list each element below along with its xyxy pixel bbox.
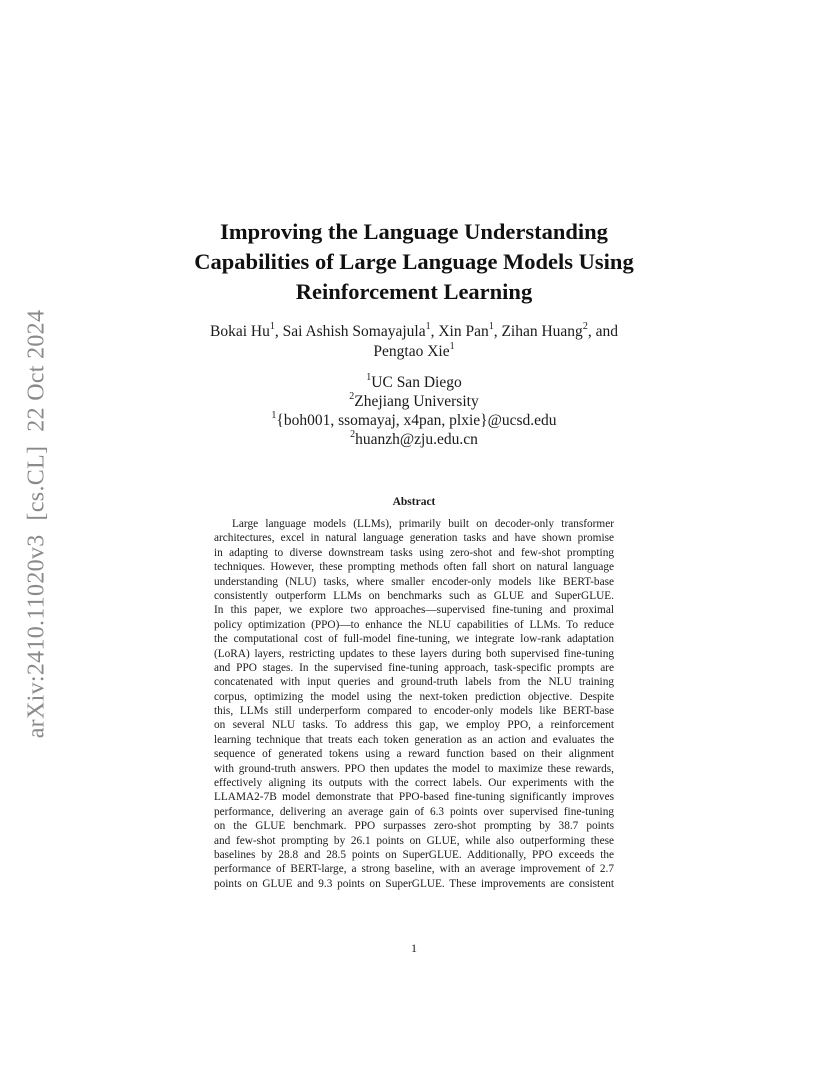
abstract-line: sequence of generated tokens using a reward function based on their alignment [214,748,614,761]
abstract-line: and PPO stages. In the supervised fine-tuning approach, task-specific prompts are [214,661,614,674]
arxiv-date: 22 Oct 2024 [23,309,50,432]
abstract-line: and few-shot prompting by 26.1 points on GLUE, while also outperforming these [214,834,614,847]
abstract-heading: Abstract [392,496,436,508]
affiliation-mark: 1 [269,320,275,332]
abstract-line: this, LLMs still underperform compared to encoder-only models like BERT-base [214,705,614,718]
affiliation-line [0,411,828,430]
author-separator: , [274,323,283,340]
affiliation-mark: 1 [425,320,431,332]
abstract-line: policy optimization (PPO)—to enhance the NLU capabilities of LLMs. To reduce [214,618,614,631]
abstract-line: in adapting to diverse downstream tasks using zero-shot and few-shot prompting [214,546,614,559]
affiliation-block [0,373,828,449]
title-line: Reinforcement Learning [295,279,533,304]
abstract-line: on the GLUE benchmark. PPO surpasses zero-shot prompting by 38.7 points [214,820,614,833]
abstract-line: Large language models (LLMs), primarily built on decoder-only transformer [232,518,614,530]
author-name: Xin Pan [438,323,489,340]
abstract-line: performance of BERT-large, a strong baseline, with an average improvement of 2.7 [214,863,614,876]
author-name: Zihan Huang [501,323,583,340]
affiliation-line [0,430,828,449]
affiliation-mark: 1 [488,320,494,332]
abstract-line: (LoRA) layers, restricting updates to these layers during both supervised fine-tuning [214,647,614,660]
affiliation-text: UC San Diego [371,374,462,391]
author-separator: , and [587,323,618,340]
abstract-line: the computational cost of full-model fine-tuning, we integrate low-rank adaptation [214,633,614,646]
affiliation-text: Zhejiang University [354,393,479,410]
affiliation-mark: 2 [582,320,588,332]
email-text: {boh001, ssomayaj, x4pan, plxie}@ucsd.edu [276,412,557,429]
abstract-line: learning technique that treats each token generation as an action and evaluates the [214,733,614,746]
abstract-line: consistently outperform LLMs on benchmarks such as GLUE and SuperGLUE. [214,589,614,602]
page-number: 1 [411,941,417,955]
author-name: Pengtao Xie [373,343,450,360]
abstract-line: LLAMA2-7B model demonstrate that PPO-based fine-tuning significantly improves [214,791,614,804]
affiliation-mark: 2 [349,390,355,402]
arxiv-id-text: arXiv:2410.11020v3 [23,534,50,739]
abstract-line: with ground-truth answers. PPO then updates the model to maximize these rewards, [214,762,614,775]
abstract-line: In this paper, we explore two approaches—supervised fine-tuning and proximal [214,604,614,617]
paper-title [0,217,828,307]
abstract-line: techniques. However, these prompting methods often fall short on natural language [214,561,614,574]
abstract-line: concatenated with input queries and ground-truth labels from the NLU training [214,676,614,689]
author-list [0,322,828,362]
abstract-line: points on GLUE and 9.3 points on SuperGLUE. These improvements are consistent [214,877,614,890]
email-text: huanzh@zju.edu.cn [355,431,478,448]
abstract-line: effectively aligning its outputs with the correct labels. Our experiments with the [214,777,614,790]
affiliation-mark: 1 [271,409,277,421]
abstract-line: baselines by 28.8 and 28.5 points on SuperGLUE. Additionally, PPO exceeds the [214,848,614,861]
title-line: Capabilities of Large Language Models Using [194,249,634,274]
abstract-line: performance, delivering an average gain of 6.3 points over supervised fine-tuning [214,805,614,818]
author-name: Bokai Hu [210,323,270,340]
affiliation-line [0,373,828,392]
affiliation-mark: 2 [350,428,356,440]
abstract-line: understanding (NLU) tasks, where smaller encoder-only models like BERT-base [214,575,614,588]
author-separator: , [493,323,502,340]
author-line [0,342,828,362]
abstract-line: architectures, excel in natural language generation tasks and have shown promise [214,532,614,545]
author-name: Sai Ashish Somayajula [282,323,426,340]
title-line: Improving the Language Understanding [220,219,608,244]
affiliation-mark: 1 [449,340,455,352]
author-line [0,322,828,342]
abstract-line: corpus, optimizing the model using the next-token prediction objective. Despite [214,690,614,703]
affiliation-mark: 1 [366,371,372,383]
arxiv-category: [cs.CL] [23,445,50,521]
author-separator: , [430,323,439,340]
abstract-body [214,517,614,891]
abstract-line: on several NLU tasks. To address this gap, we employ PPO, a reinforcement [214,719,614,732]
affiliation-line [0,392,828,411]
